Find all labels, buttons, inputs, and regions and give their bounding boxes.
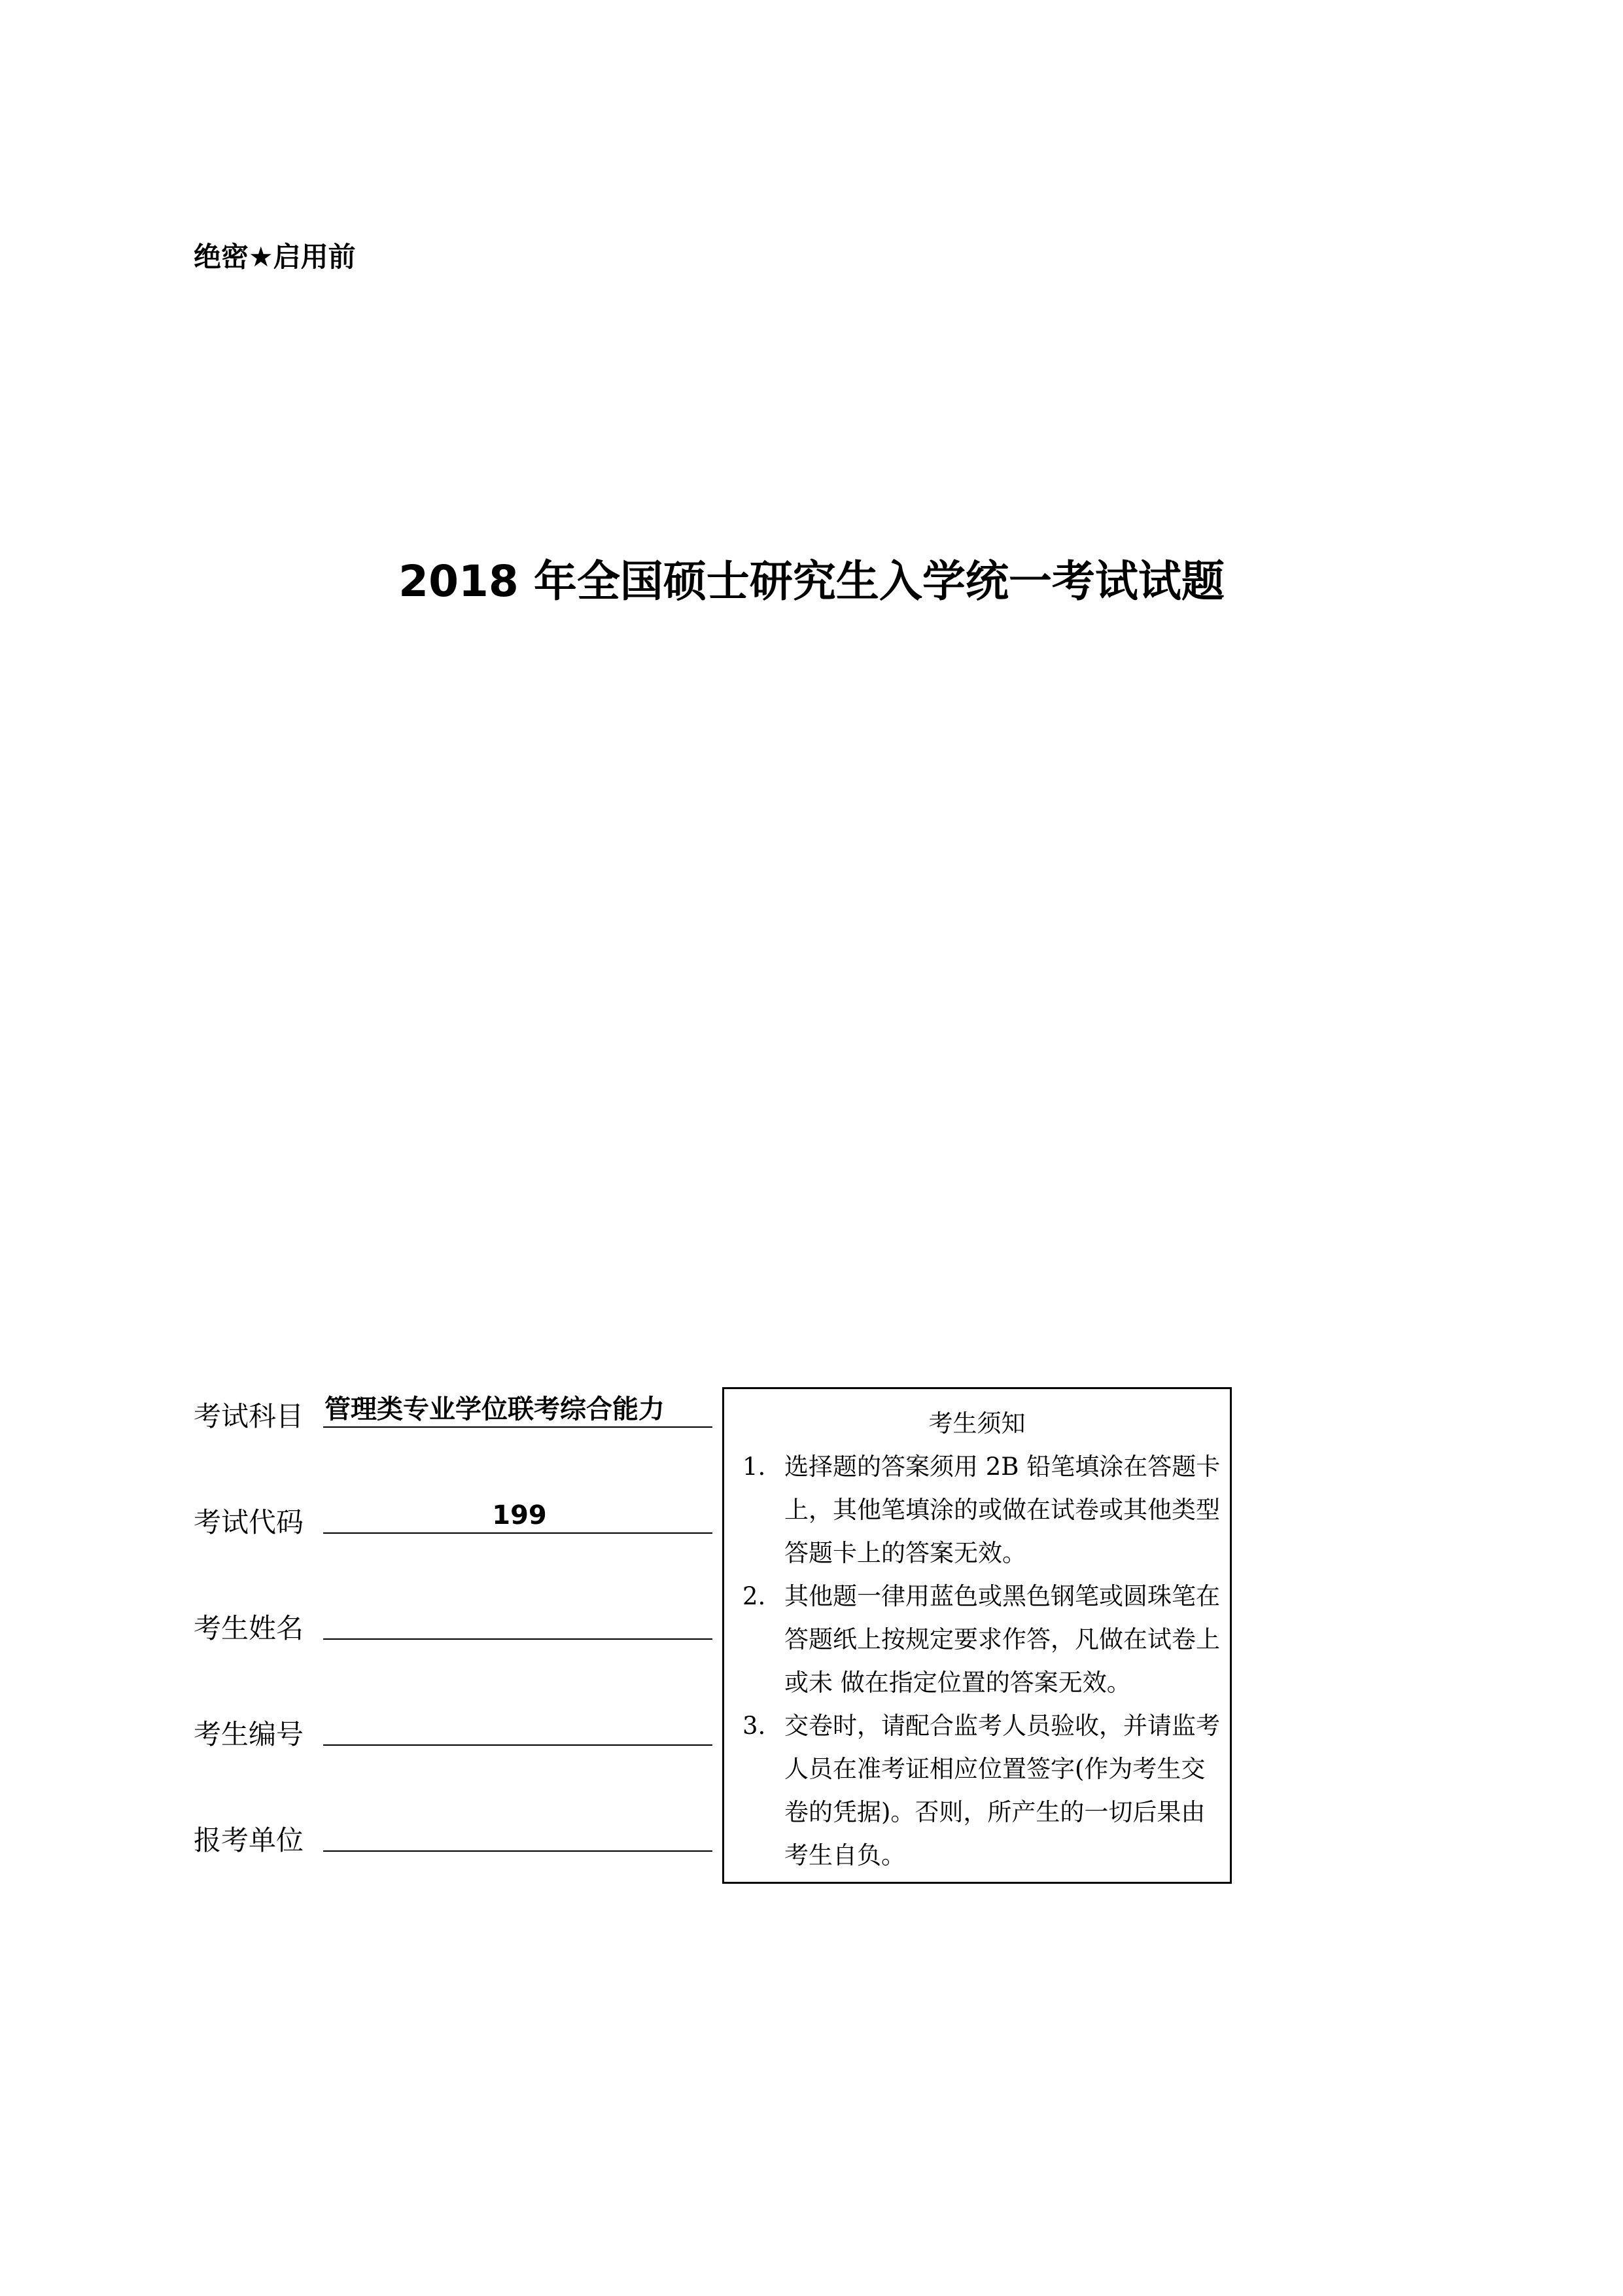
notice-item-line: 或未 做在指定位置的答案无效。 — [784, 1669, 1131, 1697]
notice-item-line: 上，其他笔填涂的或做在试卷或其他类型 — [784, 1496, 1220, 1524]
notice-item-line: 卷的凭据)。否则，所产生的一切后果由 — [784, 1798, 1206, 1826]
candidate-notice-box — [722, 1387, 1232, 1884]
notice-item-line: 答题纸上按规定要求作答，凡做在试卷上 — [784, 1625, 1220, 1653]
notice-list — [742, 1445, 1220, 1877]
field-underline — [323, 1744, 712, 1746]
exam-code-value: 199 — [492, 1500, 547, 1530]
field-underline — [323, 1638, 712, 1640]
field-exam-code — [194, 1501, 717, 1547]
field-label: 报考单位 — [194, 1824, 304, 1856]
notice-item-number: 3. — [742, 1712, 766, 1740]
notice-title: 考生须知 — [928, 1409, 1026, 1438]
notice-item-line: 人员在准考证相应位置签字(作为考生交 — [784, 1755, 1206, 1783]
exam-title: 2018 年全国硕士研究生入学统一考试试题 — [398, 556, 1225, 607]
notice-item-line: 答题卡上的答案无效。 — [784, 1539, 1026, 1567]
field-label: 考试科目 — [194, 1400, 304, 1432]
notice-item — [742, 1445, 1220, 1575]
notice-item-line: 其他题一律用蓝色或黑色钢笔或圆珠笔在 — [784, 1582, 1220, 1610]
notice-item — [742, 1575, 1220, 1704]
field-underline — [323, 1850, 712, 1852]
notice-item-line: 交卷时，请配合监考人员验收，并请监考 — [784, 1712, 1220, 1740]
field-candidate-name — [194, 1607, 717, 1653]
field-applying-unit — [194, 1819, 717, 1865]
exam-subject-value: 管理类专业学位联考综合能力 — [324, 1394, 665, 1424]
notice-item-line: 选择题的答案须用 2B 铅笔填涂在答题卡 — [784, 1453, 1221, 1481]
notice-item — [742, 1704, 1220, 1877]
field-candidate-number — [194, 1713, 717, 1759]
field-underline — [323, 1426, 712, 1428]
field-label: 考生姓名 — [194, 1612, 304, 1644]
field-underline — [323, 1532, 712, 1534]
field-exam-subject — [194, 1395, 717, 1441]
field-label: 考生编号 — [194, 1718, 304, 1750]
field-label: 考试代码 — [194, 1506, 304, 1538]
notice-item-number: 2. — [742, 1582, 766, 1610]
notice-item-line: 考生自负。 — [784, 1841, 905, 1869]
notice-item-number: 1. — [742, 1453, 766, 1481]
classification-label: 绝密★启用前 — [194, 241, 356, 273]
